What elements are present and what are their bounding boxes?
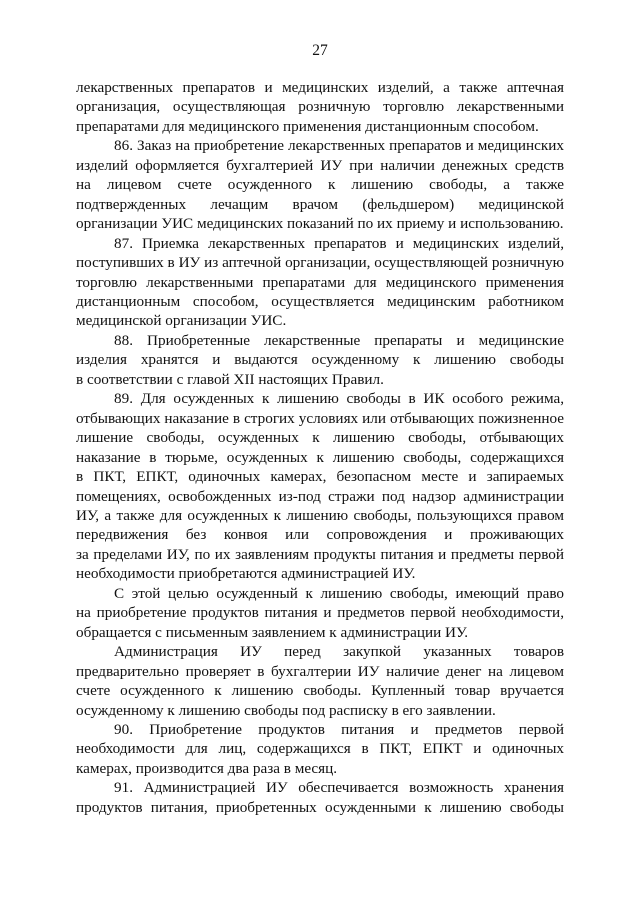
text-line: счете осужденного к лишению свободы. Купленный товар вручается — [76, 682, 564, 700]
text-line: камерах, производится два раза в месяц. — [76, 759, 338, 777]
paragraph — [76, 584, 564, 642]
text-line: изделия хранятся и выдаются осужденному к лишению свободы — [76, 351, 564, 369]
text-line: наказание в тюрьме, осужденных к лишению свободы, содержащихся — [76, 448, 564, 466]
text-line: 91. Администрацией ИУ обеспечивается возможность хранения — [114, 779, 564, 797]
paragraph — [76, 78, 564, 136]
text-line: С этой целью осужденный к лишению свободы, имеющий право — [114, 584, 564, 602]
text-line: продуктов питания, приобретенных осужденными к лишению свободы — [76, 798, 564, 816]
text-line: помещениях, освобожденных из-под стражи под надзор администрации — [76, 487, 564, 505]
text-line: Администрация ИУ перед закупкой указанных товаров — [114, 643, 564, 661]
text-line: медицинской организации УИС. — [76, 312, 287, 330]
text-line: необходимости для лиц, содержащихся в ПКТ, ЕПКТ и одиночных — [76, 740, 564, 758]
text-line: лишение свободы, осужденных к лишению свободы, отбывающих — [76, 429, 564, 447]
text-line: ИУ, а также для осужденных к лишению свободы, пользующихся правом — [76, 506, 564, 524]
text-line: 90. Приобретение продуктов питания и предметов первой — [114, 720, 564, 738]
text-line: дистанционным способом, осуществляется медицинским работником — [76, 292, 564, 310]
text-line: обращается с письменным заявлением к администрации ИУ. — [76, 623, 469, 641]
text-line: подтвержденных лечащим врачом (фельдшером) медицинской — [76, 195, 564, 213]
paragraph — [76, 642, 564, 720]
text-line: торговлю лекарственными препаратами для медицинского применения — [76, 273, 564, 291]
text-line: 87. Приемка лекарственных препаратов и медицинских изделий, — [114, 234, 564, 252]
text-line: изделий оформляется бухгалтерией ИУ при наличии денежных средств — [76, 156, 564, 174]
text-line: на приобретение продуктов питания и предметов первой необходимости, — [76, 604, 564, 622]
paragraph — [76, 778, 564, 817]
text-line: организация, осуществляющая розничную торговлю лекарственными — [76, 98, 564, 116]
text-line: за пределами ИУ, по их заявлениям продукты питания и предметы первой — [76, 545, 564, 563]
text-line: осужденному к лишению свободы под расписку в его заявлении. — [76, 701, 496, 719]
text-line: отбывающих наказание в строгих условиях или отбывающих пожизненное — [76, 409, 564, 427]
document-body — [76, 78, 564, 817]
text-line: на лицевом счете осужденного к лишению свободы, а также — [76, 176, 564, 194]
text-line: необходимости приобретаются администрацией ИУ. — [76, 565, 416, 583]
text-line: лекарственных препаратов и медицинских изделий, а также аптечная — [76, 79, 564, 96]
paragraph — [76, 234, 564, 331]
paragraph — [76, 331, 564, 389]
text-line: в ПКТ, ЕПКТ, одиночных камерах, безопасном месте и запираемых — [76, 468, 564, 486]
text-line: 88. Приобретенные лекарственные препараты и медицинские — [114, 331, 564, 349]
text-line: 89. Для осужденных к лишению свободы в ИК особого режима, — [114, 390, 564, 408]
text-line: предварительно проверяет в бухгалтерии ИУ наличие денег на лицевом — [76, 662, 564, 680]
text-line: 86. Заказ на приобретение лекарственных препаратов и медицинских — [114, 137, 564, 155]
paragraph — [76, 389, 564, 584]
text-line: поступивших в ИУ из аптечной организации, осуществляющей розничную — [76, 254, 564, 272]
text-line: передвижения без конвоя или сопровождения и проживающих — [76, 526, 564, 544]
page-number: 27 — [312, 42, 328, 59]
paragraph — [76, 720, 564, 778]
text-line: организации УИС медицинских показаний по их приему и использованию. — [76, 215, 564, 233]
paragraph — [76, 136, 564, 233]
text-line: в соответствии с главой XII настоящих Правил. — [76, 370, 384, 388]
text-line: препаратами для медицинского применения дистанционным способом. — [76, 117, 539, 135]
